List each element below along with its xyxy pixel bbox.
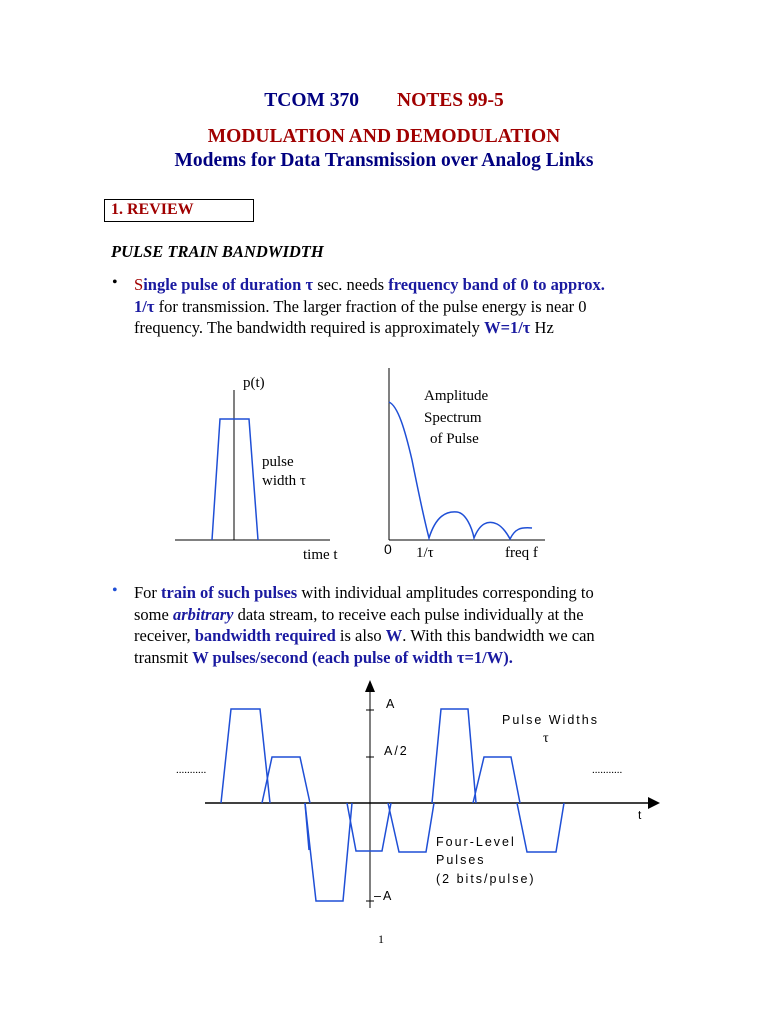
bullet1-text: Single pulse of duration τ sec. needs frequency band of 0 to approx. 1/τ for transmission. The larger fraction of the pulse energy is near 0 frequency. The bandwidth required is approximately W=1/τ Hz	[134, 275, 605, 337]
four-level-label-2: Pulses	[436, 853, 486, 867]
time-axis-label: time t	[303, 547, 338, 563]
page-title: MODULATION AND DEMODULATION	[207, 126, 561, 147]
pulse-widths-tau: τ	[543, 731, 549, 746]
notes-number: NOTES 99-5	[397, 90, 504, 111]
origin-label: 0	[384, 541, 392, 557]
right-continuation-dots: ...........	[592, 764, 623, 776]
level-neg-label: –A	[374, 889, 394, 903]
page-number: 1	[378, 932, 384, 946]
single-pulse-curve	[212, 419, 258, 540]
pt-label: p(t)	[243, 375, 265, 391]
bullet-marker: •	[112, 582, 118, 599]
bullet-marker: •	[112, 274, 118, 291]
course-number: TCOM 370	[264, 90, 360, 111]
pulse-width-label-1: pulse	[262, 454, 294, 470]
left-continuation-dots: ...........	[176, 764, 207, 776]
freq-axis-label: freq f	[505, 545, 538, 561]
page-subtitle: Modems for Data Transmission over Analog Links	[174, 150, 594, 171]
spectrum-label-1: Amplitude	[424, 388, 489, 404]
pulse-figure	[175, 390, 330, 540]
subsection-title: PULSE TRAIN BANDWIDTH	[111, 242, 324, 261]
four-level-label-3: (2 bits/pulse)	[436, 872, 536, 886]
pulse-width-label-2: width τ	[262, 473, 306, 489]
t-axis-arrow	[648, 797, 660, 809]
t-axis-label: t	[638, 808, 642, 822]
level-half-label: A/2	[384, 744, 409, 758]
spectrum-label-2: Spectrum	[424, 410, 482, 426]
four-level-label-1: Four-Level	[436, 835, 516, 849]
spectrum-label-3: of Pulse	[430, 431, 479, 447]
level-a-label: A	[386, 697, 397, 711]
amplitude-axis-arrow	[365, 680, 375, 692]
freq-tick-label: 1/τ	[416, 545, 434, 561]
bullet2-text: For train of such pulses with individual amplitudes corresponding to some arbitrary data stream, to receive each pulse individually at the receiver, bandwidth required is also W. With this bandwidth we can transmit W pulses/second (each pulse of width τ=1/W).	[134, 583, 595, 667]
section-label: 1. REVIEW	[111, 201, 194, 218]
pulse-widths-label: Pulse Widths	[502, 713, 599, 727]
